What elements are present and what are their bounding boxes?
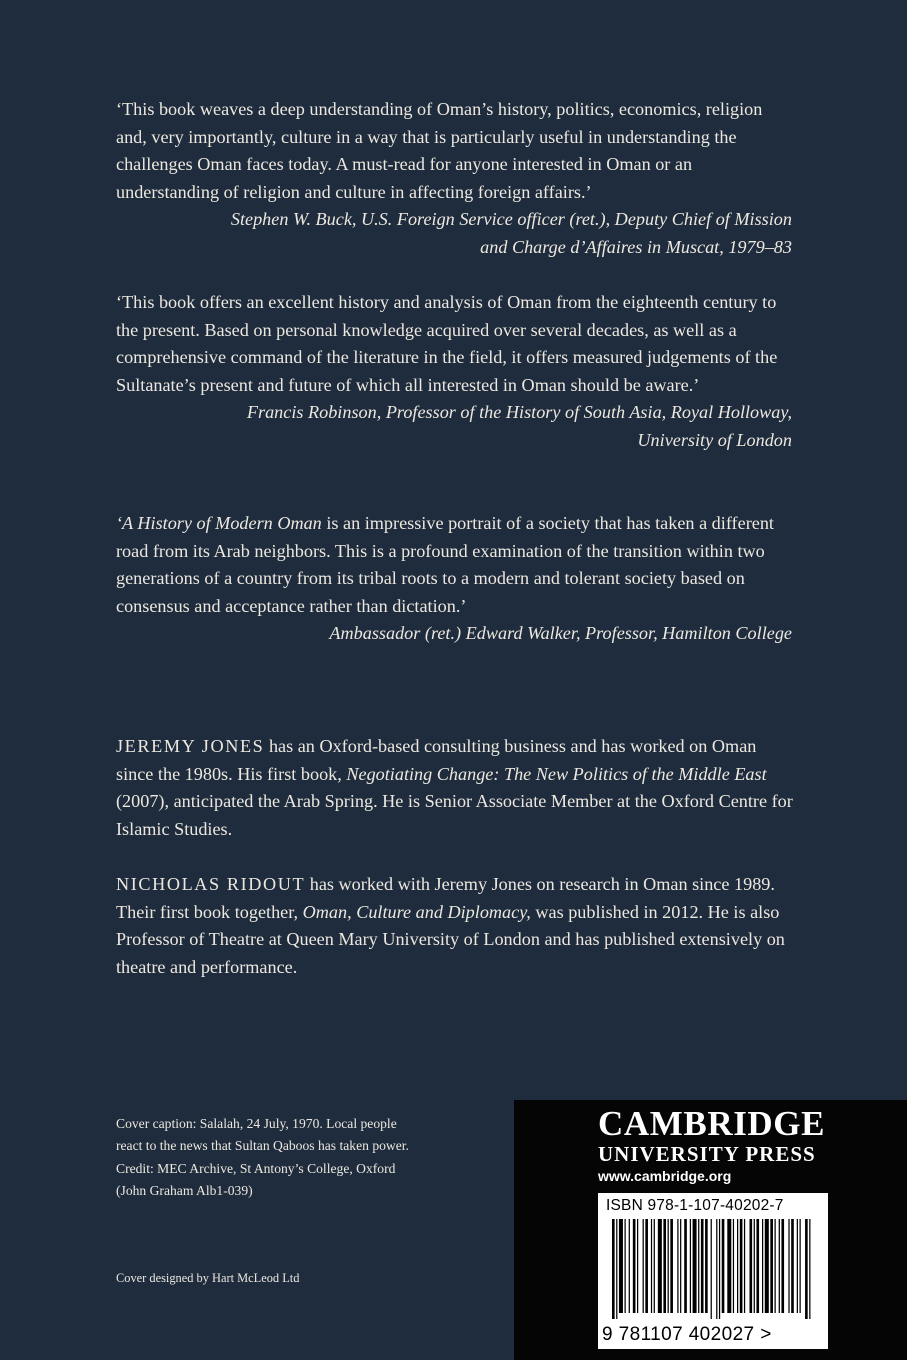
barcode-bar [737, 1219, 738, 1313]
barcode-bar [651, 1219, 652, 1313]
barcode-bar [645, 1219, 648, 1313]
quote-text [116, 510, 796, 620]
barcode-bar [788, 1219, 789, 1313]
quote-body: is an impressive portrait of a society that has taken a different road from its Arab neighbors. This is a profound examination of the transition within two generations of a country from its tribal roots to a modern and tolerant society based on consensus and acceptance rather than dictation.’ [116, 513, 774, 616]
barcode-bar [629, 1219, 630, 1313]
barcode-bar [677, 1219, 678, 1313]
barcode-bar [633, 1219, 636, 1313]
barcode-bar [680, 1219, 681, 1313]
quote-attribution-continued: and Charge d’Affaires in Muscat, 1979–83 [480, 236, 792, 257]
barcode-bar [716, 1219, 717, 1319]
barcode-bar [770, 1219, 773, 1313]
bio-book-title: Oman, Culture and Diplomacy, [302, 901, 531, 922]
barcode-bar [740, 1219, 743, 1313]
publisher-website: www.cambridge.org [598, 1168, 732, 1184]
barcode-icon [612, 1219, 812, 1319]
quote-text: ‘This book offers an excellent history and analysis of Oman from the eighteenth century to the present. Based on personal knowledge acquired over several decades, as well as a comprehensive command of the literature in the field, it offers measured judgements of the Sultanate’s present and future of which all interested in Oman should be aware.’ [116, 292, 778, 395]
barcode-bar [637, 1219, 638, 1313]
barcode-bar [733, 1219, 734, 1313]
barcode-bar [690, 1219, 691, 1313]
barcode-bar [754, 1219, 755, 1313]
bio-text-continued: (2007), anticipated the Arab Spring. He is Senior Associate Member at the Oxford Centre for Islamic Studies. [116, 791, 793, 839]
author-name: JEREMY JONES [116, 736, 265, 756]
publisher-box [514, 1100, 907, 1360]
author-name: NICHOLAS RIDOUT [116, 874, 306, 894]
barcode-bar [781, 1219, 784, 1313]
barcode-bar [756, 1219, 759, 1313]
review-quote-buck [116, 96, 796, 261]
barcode-bar [762, 1219, 763, 1313]
barcode-bar [800, 1219, 801, 1313]
barcode-bar [663, 1219, 666, 1313]
bio-text-continued: was published in 2012. He is also Professor of Theatre at Queen Mary University of London and has published extensively on theatre and performance. [116, 901, 785, 977]
barcode-bar [701, 1219, 704, 1313]
barcode-bar [775, 1219, 776, 1313]
quote-attribution-role: , Professor of the History of South Asia, Royal Holloway, [376, 402, 792, 422]
caption-line: Credit: MEC Archive, St Antony’s College, Oxford [116, 1160, 396, 1176]
quote-attribution [116, 399, 796, 427]
barcode-bar [705, 1219, 708, 1313]
caption-line: react to the news that Sultan Qaboos has taken power. [116, 1138, 409, 1154]
quote-attribution-continued: University of London [637, 429, 792, 450]
barcode-bar [698, 1219, 699, 1313]
barcode-bar [643, 1219, 644, 1313]
barcode-bar [619, 1219, 623, 1313]
barcode-bar [668, 1219, 669, 1313]
barcode-panel [598, 1193, 828, 1349]
caption-line: Cover caption: Salalah, 24 July, 1970. Local people [116, 1116, 397, 1131]
barcode-bar [805, 1219, 808, 1319]
review-quote-walker [116, 510, 796, 648]
publisher-subname: UNIVERSITY PRESS [598, 1142, 816, 1166]
designer-credit: Cover designed by Hart McLeod Ltd [116, 1271, 300, 1285]
quote-attribution: Ambassador (ret.) Edward Walker, Professor, Hamilton College [329, 623, 792, 643]
publisher-name: CAMBRIDGE [598, 1104, 826, 1143]
barcode-bar [711, 1219, 712, 1319]
quote-text: ‘This book weaves a deep understanding of Oman’s history, politics, economics, religion and, very importantly, culture in a way that is particularly useful in understanding the challenges Oman faces today. A must-read for anyone interested in Oman or an understanding of religion and culture in affecting foreign affairs.’ [116, 99, 763, 202]
bio-text: has an Oxford-based consulting business and has worked on Oman since the 1980s. His first book, [116, 736, 757, 784]
barcode-bar [612, 1219, 615, 1319]
barcode-bar [658, 1219, 662, 1313]
quote-book-title: ‘A History of Modern Oman [116, 513, 322, 533]
barcode-bar [797, 1219, 798, 1313]
author-bio-ridout [116, 871, 796, 981]
barcode-bar [625, 1219, 626, 1313]
barcode-bar [809, 1219, 810, 1319]
barcode-bar [722, 1219, 725, 1313]
barcode-bar [616, 1219, 617, 1319]
barcode-bar [670, 1219, 673, 1313]
barcode-bar [719, 1219, 720, 1319]
quote-attribution: Stephen W. Buck, U.S. Foreign Service officer (ret.), Deputy Chief of Mission [230, 209, 792, 229]
quote-attribution-name: Francis Robinson [246, 402, 377, 422]
bio-text: has worked with Jeremy Jones on research in Oman since 1989. Their first book together, [116, 874, 775, 922]
barcode-bar [684, 1219, 687, 1313]
barcode-bar [750, 1219, 753, 1313]
barcode-bar [765, 1219, 769, 1313]
cover-caption [116, 1113, 496, 1203]
barcode-bar [744, 1219, 745, 1313]
barcode-bar [654, 1219, 655, 1313]
author-bio-jones [116, 733, 796, 843]
bio-book-title: Negotiating Change: The New Politics of the Middle East [346, 763, 767, 784]
caption-line: (John Graham Alb1-039) [116, 1183, 253, 1199]
review-quote-robinson [116, 289, 796, 454]
isbn-label: ISBN 978-1-107-40202-7 [606, 1197, 784, 1214]
barcode-bar [791, 1219, 794, 1313]
barcode-digits: 9 781107 402027 > [602, 1324, 772, 1345]
barcode-bar [693, 1219, 697, 1313]
barcode-bar [779, 1219, 780, 1313]
barcode-bar [727, 1219, 731, 1313]
